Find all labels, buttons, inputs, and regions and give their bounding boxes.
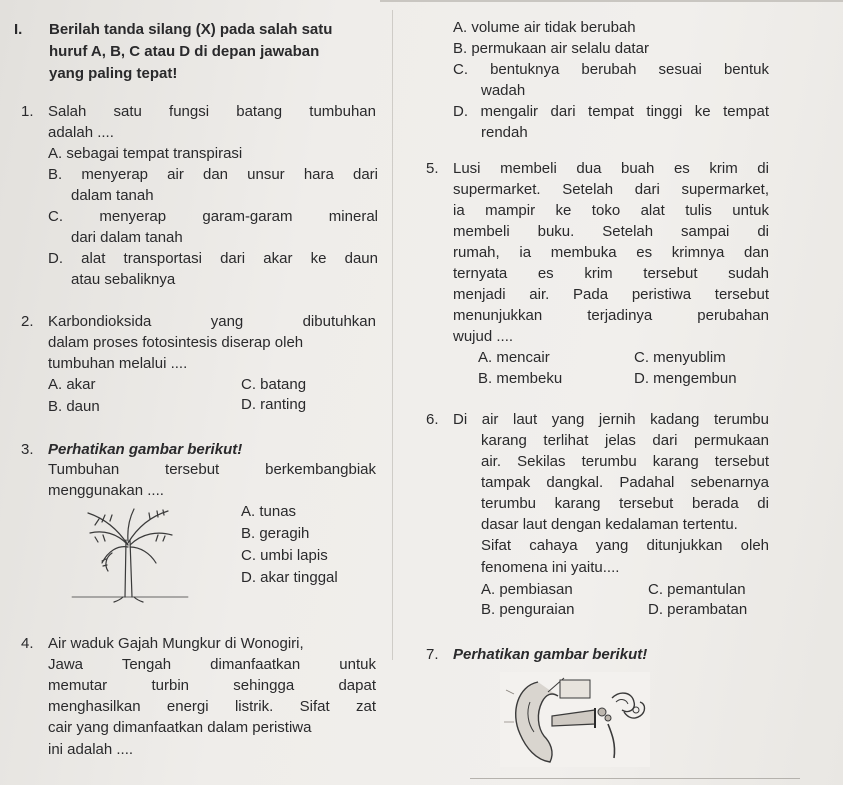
q2-option-b: B. daun: [48, 398, 100, 415]
q3-option-c: C. umbi lapis: [241, 547, 328, 564]
column-divider: [392, 10, 393, 660]
q6-option-c: C. pemantulan: [648, 581, 746, 598]
q5-stem-line-1: Lusi membeli dua buah es krim di: [453, 160, 769, 177]
q6-stem-line-6: dasar laut dengan kedalaman tertentu.: [481, 516, 738, 533]
q4-stem-line-5: cair yang dimanfaatkan dalam peristiwa: [48, 719, 312, 736]
q5-option-d: D. mengembun: [634, 370, 737, 387]
q4-option-c-line-2: wadah: [481, 82, 526, 99]
q6-stem-line-3: air. Sekilas terumbu karang tersebut: [481, 453, 769, 470]
q6-stem-line-8: fenomena ini yaitu....: [481, 559, 620, 576]
q4-option-d-line-2: rendah: [481, 124, 528, 141]
q5-option-b: B. membeku: [478, 370, 563, 387]
q4-stem-line-4: menghasilkan energi listrik. Sifat zat: [48, 698, 376, 715]
q4-stem-line-3: memutar turbin sehingga dapat: [48, 677, 376, 694]
bottom-rule: [470, 778, 800, 779]
q1-option-c-line-2: dari dalam tanah: [71, 229, 183, 246]
q7-number: 7.: [426, 646, 439, 663]
q3-option-b: B. geragih: [241, 525, 310, 542]
q4-stem-line-6: ini adalah ....: [48, 741, 134, 758]
section-number: I.: [14, 21, 23, 38]
q5-stem-line-6: ternyata es krim tersebut sudah: [453, 265, 769, 282]
q6-stem-line-5: terumbu karang tersebut berada di: [481, 495, 769, 512]
banana-plant-drawing: [70, 505, 190, 605]
q6-number: 6.: [426, 411, 439, 428]
q1-option-a: A. sebagai tempat transpirasi: [48, 145, 243, 162]
q3-prompt: Perhatikan gambar berikut!: [48, 441, 243, 458]
q3-option-a: A. tunas: [241, 503, 297, 520]
q6-stem-line-1: Di air laut yang jernih kadang terumbu: [453, 411, 769, 428]
q1-option-d-line-2: atau sebaliknya: [71, 271, 176, 288]
q2-option-c: C. batang: [241, 376, 307, 393]
q6-stem-line-4: tampak dangkal. Padahal sebenarnya: [481, 474, 769, 491]
q1-option-c-line-1: C. menyerap garam-garam mineral: [48, 208, 378, 225]
q6-stem-line-2: karang terlihat jelas dari permukaan: [481, 432, 769, 449]
q4-option-d-line-1: D. mengalir dari tempat tinggi ke tempat: [453, 103, 769, 120]
q5-stem-line-5: rumah, ia membuka es krimnya dan: [453, 244, 769, 261]
q7-prompt: Perhatikan gambar berikut!: [453, 646, 648, 663]
q2-option-a: A. akar: [48, 376, 96, 393]
instruction-line-3: yang paling tepat!: [49, 65, 178, 82]
q1-stem-line-2: adalah ....: [48, 124, 114, 141]
q3-stem-line-2: menggunakan ....: [48, 482, 164, 499]
q5-stem-line-3: ia mampir ke toko alat tulis untuk: [453, 202, 769, 219]
q5-option-c: C. menyublim: [634, 349, 726, 366]
q6-option-a: A. pembiasan: [481, 581, 573, 598]
q5-stem-line-4: membeli buku. Setelah sampai di: [453, 223, 769, 240]
q4-option-a: A. volume air tidak berubah: [453, 19, 636, 36]
q5-number: 5.: [426, 160, 439, 177]
q5-option-a: A. mencair: [478, 349, 550, 366]
q5-stem-line-7: menjadi air. Pada peristiwa tersebut: [453, 286, 769, 303]
q4-option-b: B. permukaan air selalu datar: [453, 40, 649, 57]
q5-stem-line-8: menunjukkan terjadinya perubahan: [453, 307, 769, 324]
q4-option-c-line-1: C. bentuknya berubah sesuai bentuk: [453, 61, 769, 78]
q4-stem-line-2: Jawa Tengah dimanfaatkan untuk: [48, 656, 376, 673]
q3-stem-line-1: Tumbuhan tersebut berkembangbiak: [48, 461, 376, 478]
q2-stem-line-3: tumbuhan melalui ....: [48, 355, 188, 372]
q2-number: 2.: [21, 313, 34, 330]
instruction-line-1: Berilah tanda silang (X) pada salah satu: [49, 21, 333, 38]
q5-stem-line-2: supermarket. Setelah dari supermarket,: [453, 181, 769, 198]
q1-option-b-line-1: B. menyerap air dan unsur hara dari: [48, 166, 378, 183]
ear-anatomy-drawing: [500, 672, 650, 767]
q1-number: 1.: [21, 103, 34, 120]
q3-option-d: D. akar tinggal: [241, 569, 338, 586]
q2-stem-line-1: Karbondioksida yang dibutuhkan: [48, 313, 376, 330]
q5-stem-line-9: wujud ....: [453, 328, 514, 345]
q2-stem-line-2: dalam proses fotosintesis diserap oleh: [48, 334, 304, 351]
q4-number: 4.: [21, 635, 34, 652]
instruction-line-2: huruf A, B, C atau D di depan jawaban: [49, 43, 320, 60]
q1-option-b-line-2: dalam tanah: [71, 187, 154, 204]
q2-option-d: D. ranting: [241, 396, 307, 413]
q1-option-d-line-1: D. alat transportasi dari akar ke daun: [48, 250, 378, 267]
top-rule: [380, 0, 843, 2]
q6-option-b: B. penguraian: [481, 601, 575, 618]
q6-stem-line-7: Sifat cahaya yang ditunjukkan oleh: [481, 537, 769, 554]
q6-option-d: D. perambatan: [648, 601, 748, 618]
q1-stem-line-1: Salah satu fungsi batang tumbuhan: [48, 103, 376, 120]
q4-stem-line-1: Air waduk Gajah Mungkur di Wonogiri,: [48, 635, 304, 652]
q3-number: 3.: [21, 441, 34, 458]
